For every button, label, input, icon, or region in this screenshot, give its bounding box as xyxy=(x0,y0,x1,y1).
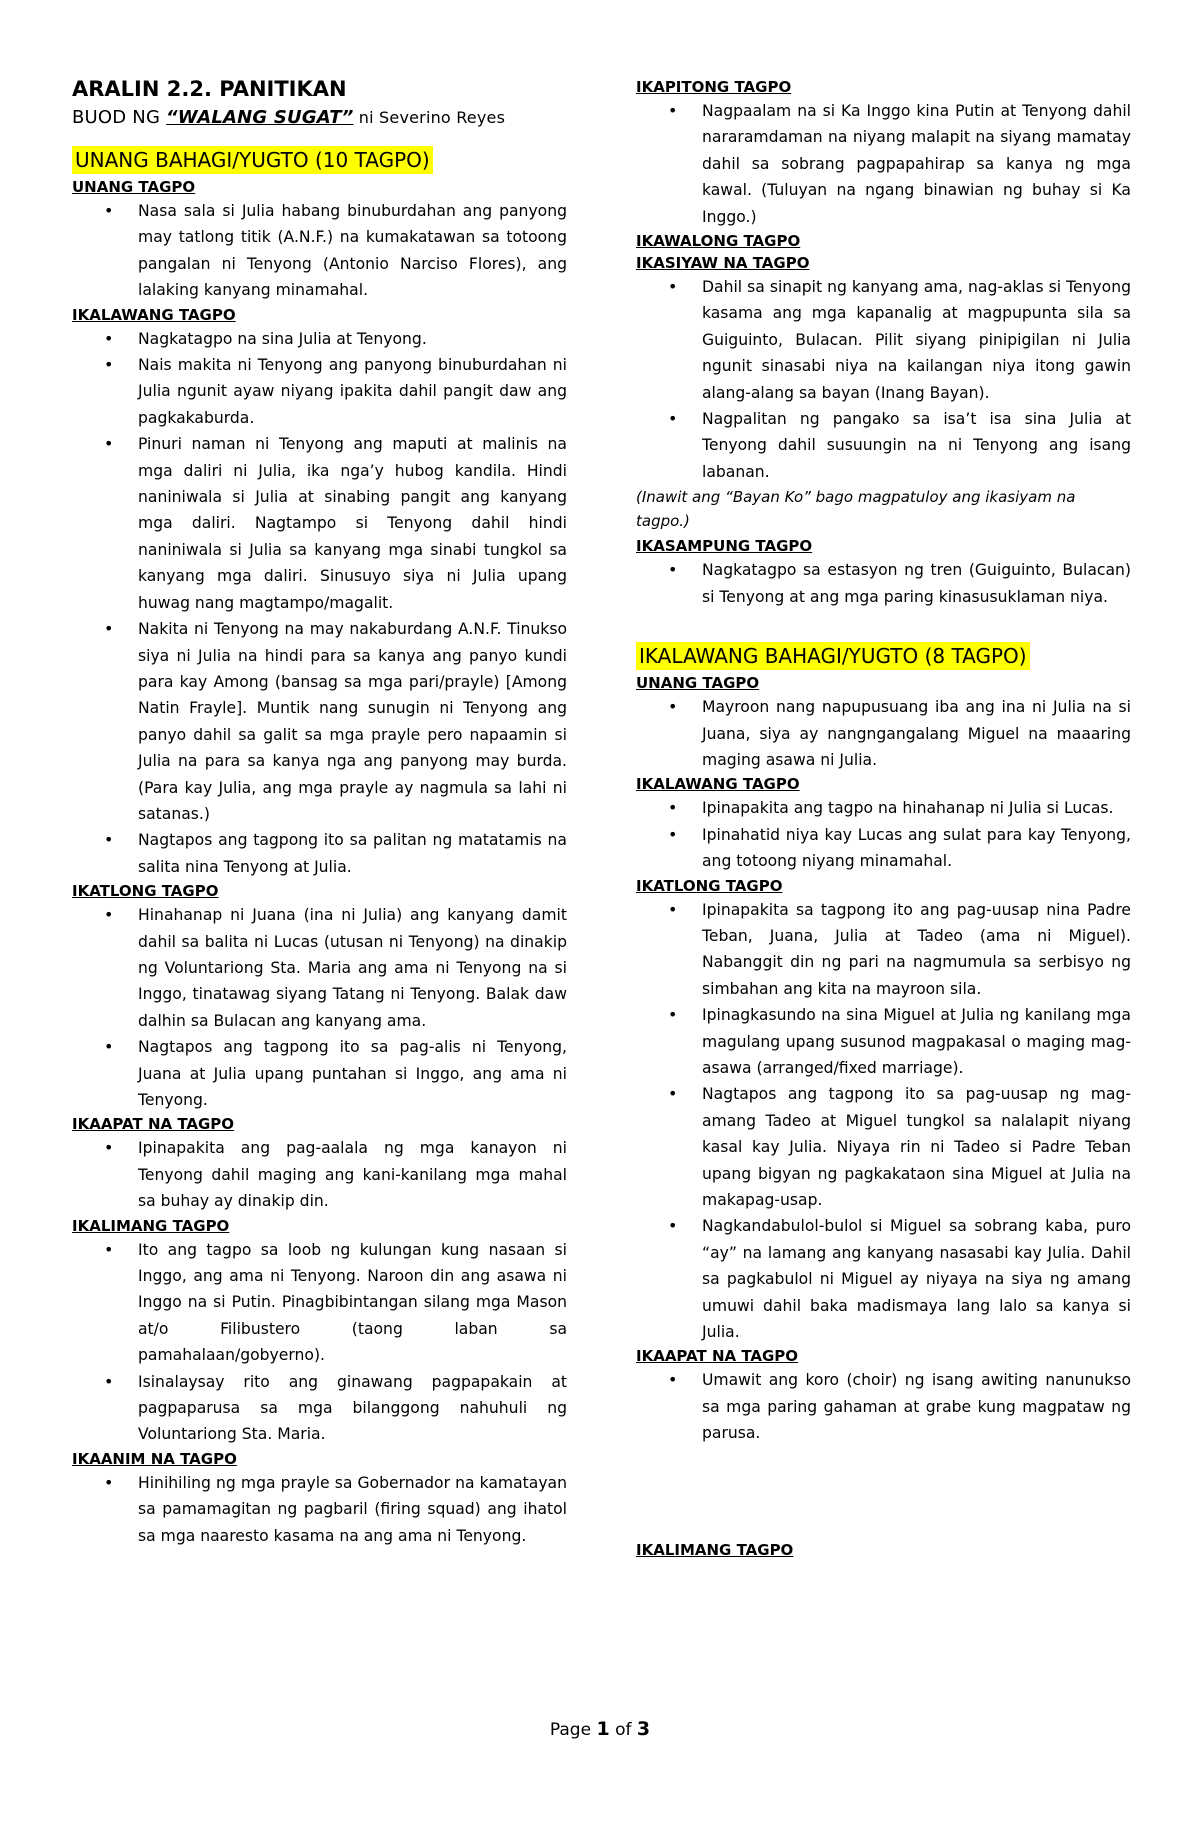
scene-heading: IKATLONG TAGPO xyxy=(636,876,783,895)
list-item: • Nagkandabulol-bulol si Miguel sa sobrang kaba, puro “ay” na lamang ang kanyang nasasabi kay Julia. Dahil sa pagkabulol ni Miguel ay niyaya na siya ng amang umuwi dahil baka madismaya lang lalo sa kanya si Julia. xyxy=(636,1213,1131,1345)
song-note: (Inawit ang “Bayan Ko” bago magpatuloy ang ikasiyam na tagpo.) xyxy=(636,488,1076,531)
footer-of: of xyxy=(609,1720,637,1740)
scene-bullets xyxy=(636,557,1131,610)
scene-bullets xyxy=(636,1367,1131,1446)
scene-heading: IKATLONG TAGPO xyxy=(72,882,219,901)
scene-heading: IKASAMPUNG TAGPO xyxy=(636,537,813,556)
list-item: • Nagkatagpo sa estasyon ng tren (Guiguinto, Bulacan) si Tenyong at ang mga paring kinasusuklaman niya. xyxy=(636,557,1131,610)
scene-heading: IKAAPAT NA TAGPO xyxy=(72,1115,235,1134)
scene-bullets xyxy=(636,98,1131,230)
scene-heading: IKALAWANG TAGPO xyxy=(636,775,800,794)
subtitle-prefix: BUOD NG xyxy=(72,107,167,128)
work-title: “WALANG SUGAT” xyxy=(166,107,354,128)
list-item: • Ito ang tagpo sa loob ng kulungan kung nasaan si Inggo, ang ama ni Tenyong. Naroon din ang asawa ni Inggo na si Putin. Pinagbibintangan silang mga Mason at/o Filibustero (taong laban sa pamahalaan/gobyerno). xyxy=(72,1237,567,1369)
current-page-number: 1 xyxy=(596,1718,610,1740)
right-column xyxy=(636,76,1131,1561)
lesson-title: ARALIN 2.2. PANITIKAN xyxy=(72,77,347,101)
scene-heading: IKAAPAT NA TAGPO xyxy=(636,1347,799,1366)
spacer xyxy=(636,1447,1131,1539)
list-item: • Nakita ni Tenyong na may nakaburdang A.N.F. Tinukso siya ni Julia na hindi para sa kanya ang panyo kundi para kay Among (bansag sa mga pari/prayle) [Among Natin Frayle]. Muntik nang sunugin ni Tenyong ang panyo dahil sa galit sa mga prayle pero napaamin si Julia na para sa kanya nga ang panyong may burda. (Para kay Julia, ang mga prayle ay nagmula sa lahi ni satanas.) xyxy=(72,616,567,827)
list-item: • Nagtapos ang tagpong ito sa pag-alis ni Tenyong, Juana at Julia upang puntahan si Inggo, ang ama ni Tenyong. xyxy=(72,1034,567,1113)
total-page-number: 3 xyxy=(636,1718,651,1740)
list-item: • Ipinapakita ang tagpo na hinahanap ni Julia si Lucas. xyxy=(636,795,1131,821)
list-item: • Ipinapakita sa tagpong ito ang pag-uusap nina Padre Teban, Juana, Julia at Tadeo (ama ni Miguel). Nabanggit din ng pari na nagmumula sa serbisyo ng simbahan ang kita na mayroon sila. xyxy=(636,897,1131,1003)
scene-bullets xyxy=(72,198,567,304)
part-two-heading: IKALAWANG BAHAGI/YUGTO (8 TAGPO) xyxy=(636,642,1030,670)
list-item: • Nagpaalam na si Ka Inggo kina Putin at Tenyong dahil nararamdaman na niyang malapit na siyang mamatay dahil sa sobrang pagpapahirap sa kanya ng mga kawal. (Tuluyan na ngang binawian ng buhay si Ka Inggo.) xyxy=(636,98,1131,230)
list-item: • Nais makita ni Tenyong ang panyong binuburdahan ni Julia ngunit ayaw niyang ipakita dahil pangit daw ang pagkakaburda. xyxy=(72,352,567,431)
scene-heading: IKALIMANG TAGPO xyxy=(636,1540,794,1559)
summary-subtitle xyxy=(72,106,567,130)
list-item: • Nagpalitan ng pangako sa isa’t isa sina Julia at Tenyong dahil susuungin na ni Tenyong ang isang labanan. xyxy=(636,406,1131,485)
list-item: • Hinahanap ni Juana (ina ni Julia) ang kanyang damit dahil sa balita ni Lucas (utusan ni Tenyong) na dinakip ng Voluntariong Sta. Maria ang ama ni Tenyong na si Inggo, tinatawag siyang Tatang ni Tenyong. Balak daw dalhin sa Bulacan ang kanyang ama. xyxy=(72,902,567,1034)
footer-prefix: Page xyxy=(549,1720,597,1740)
list-item: • Hinihiling ng mga prayle sa Gobernador na kamatayan sa pamamagitan ng pagbaril (firing squad) ang ihatol sa mga naaresto kasama na ang ama ni Tenyong. xyxy=(72,1470,567,1549)
list-item: • Nasa sala si Julia habang binuburdahan ang panyong may tatlong titik (A.N.F.) na kumakatawan sa totoong pangalan ni Tenyong (Antonio Narciso Flores), ang lalaking kanyang minamahal. xyxy=(72,198,567,304)
list-item: • Dahil sa sinapit ng kanyang ama, nag-aklas si Tenyong kasama ang mga kapanalig at magpupunta sila sa Guiguinto, Bulacan. Pilit siyang pinipigilan ni Julia ngunit sinasabi niya na kailangan niya itong gawin alang-alang sa bayan (Inang Bayan). xyxy=(636,274,1131,406)
scene-bullets xyxy=(636,274,1131,485)
page-footer xyxy=(0,1718,1200,1740)
spacer xyxy=(636,610,1131,642)
list-item: • Nagkatagpo na sina Julia at Tenyong. xyxy=(72,326,567,352)
scene-bullets xyxy=(72,326,567,881)
part-one-heading: UNANG BAHAGI/YUGTO (10 TAGPO) xyxy=(72,146,433,174)
scene-heading: IKAPITONG TAGPO xyxy=(636,78,792,96)
list-item: • Isinalaysay rito ang ginawang pagpapakain at pagpaparusa sa mga bilanggong nahuhuli ng Voluntariong Sta. Maria. xyxy=(72,1369,567,1448)
left-column xyxy=(72,76,567,1549)
list-item: • Mayroon nang napupusuang iba ang ina ni Julia na si Juana, siya ay nangngangalang Miguel na maaaring maging asawa ni Julia. xyxy=(636,694,1131,773)
scene-heading: IKASIYAW NA TAGPO xyxy=(636,254,810,273)
list-item: • Ipinagkasundo na sina Miguel at Julia ng kanilang mga magulang upang susunod magpakasal o maging mag-asawa (arranged/fixed marriage). xyxy=(636,1002,1131,1081)
scene-bullets xyxy=(72,902,567,1113)
list-item: • Ipinahatid niya kay Lucas ang sulat para kay Tenyong, ang totoong niyang minamahal. xyxy=(636,822,1131,875)
scene-heading: IKAWALONG TAGPO xyxy=(636,232,801,251)
scene-heading: IKALIMANG TAGPO xyxy=(72,1216,230,1235)
list-item: • Nagtapos ang tagpong ito sa palitan ng matatamis na salita nina Tenyong at Julia. xyxy=(72,827,567,880)
scene-heading: IKALAWANG TAGPO xyxy=(72,305,236,324)
list-item: • Umawit ang koro (choir) ng isang awiting nanunukso sa mga paring gahaman at grabe kung magpataw ng parusa. xyxy=(636,1367,1131,1446)
scene-heading: UNANG TAGPO xyxy=(636,674,760,693)
scene-bullets xyxy=(636,694,1131,773)
scene-bullets xyxy=(72,1237,567,1448)
list-item: • Nagtapos ang tagpong ito sa pag-uusap ng mag-amang Tadeo at Miguel tungkol sa nalalapit niyang kasal kay Julia. Niyaya rin ni Tadeo si Padre Teban upang bigyan ng pagkakataon sina Miguel at Julia na makapag-usap. xyxy=(636,1081,1131,1213)
list-item: • Pinuri naman ni Tenyong ang maputi at malinis na mga daliri ni Julia, ika nga’y hubog kandila. Hindi naniniwala si Julia at sinabing pangit ang kanyang mga daliri. Nagtampo si Tenyong dahil hindi naniniwala si Julia sa kanyang mga sinabi tungkol sa kanyang mga daliri. Sinusuyo siya ni Julia upang huwag nang magtampo/magalit. xyxy=(72,431,567,616)
scene-bullets xyxy=(72,1470,567,1549)
scene-bullets xyxy=(72,1135,567,1214)
scene-heading: UNANG TAGPO xyxy=(72,178,196,196)
scene-bullets xyxy=(636,795,1131,874)
scene-heading: IKAANIM NA TAGPO xyxy=(72,1449,237,1468)
list-item: • Ipinapakita ang pag-aalala ng mga kanayon ni Tenyong dahil maging ang kani-kanilang mga mahal sa buhay ay dinakip din. xyxy=(72,1135,567,1214)
author-credit: ni Severino Reyes xyxy=(353,108,506,127)
scene-bullets xyxy=(636,897,1131,1346)
